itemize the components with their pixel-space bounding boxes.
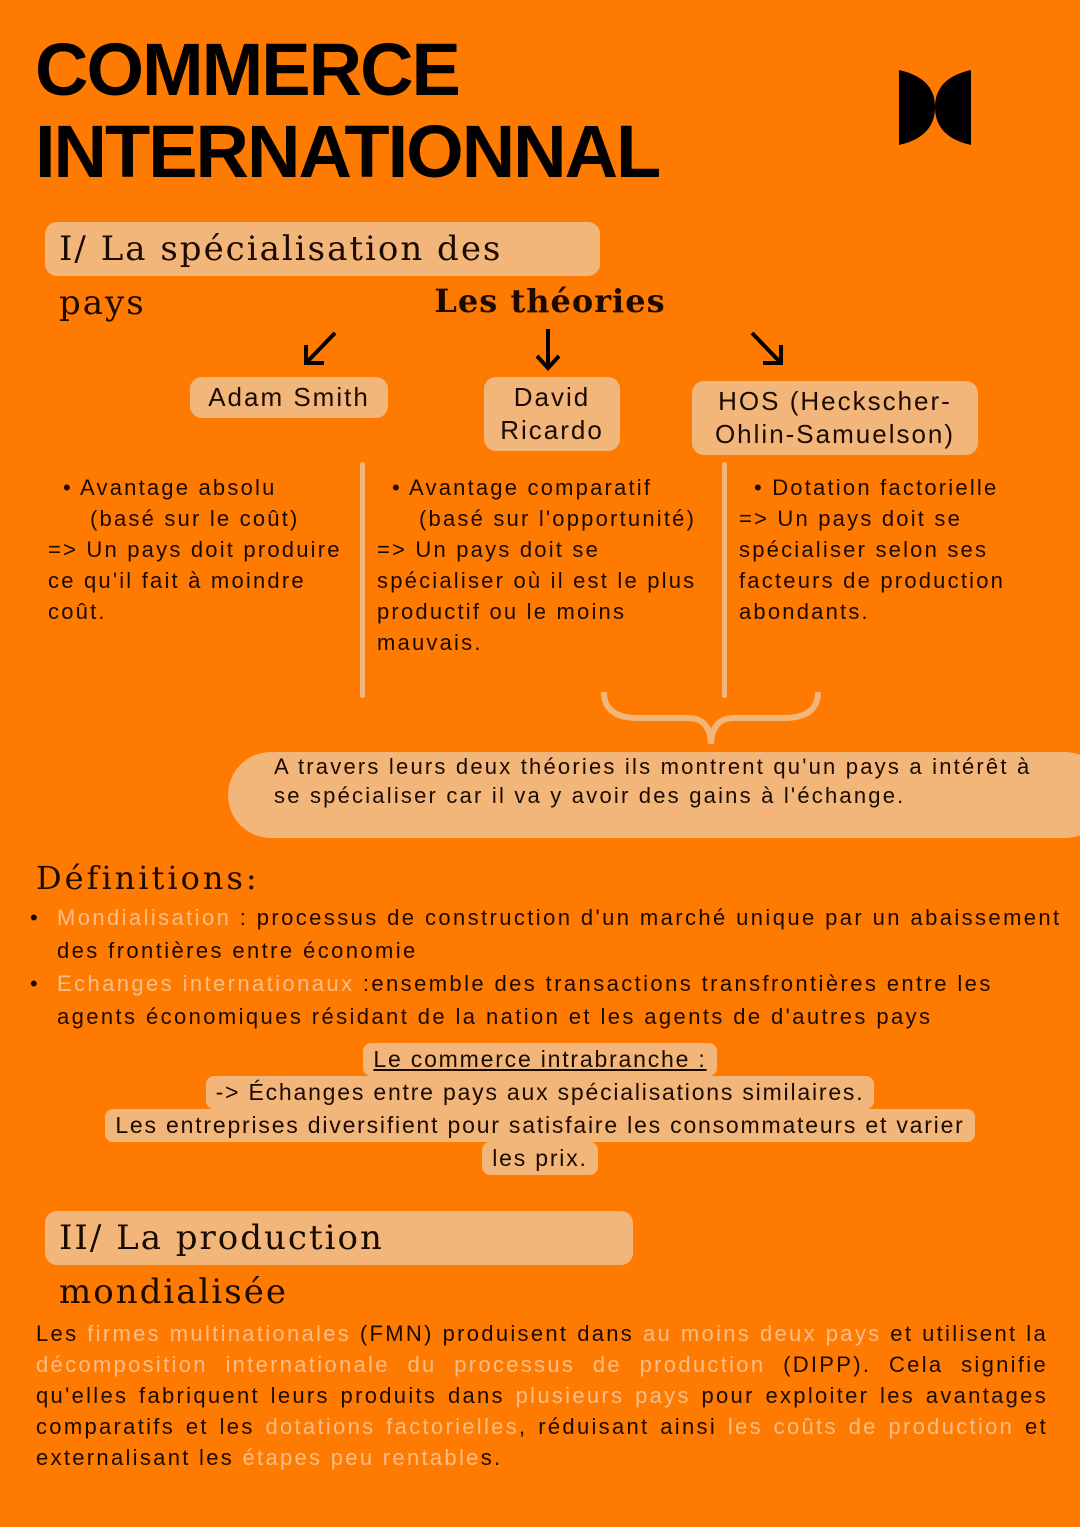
theory-text: => Un pays doit produire ce qu'il fait à moindre coût. [48, 537, 342, 624]
divider [360, 462, 365, 698]
title-line-2: INTERNATIONNAL [35, 110, 660, 193]
definition-term: Echanges internationaux [57, 971, 355, 996]
theory-text: => Un pays doit se spécialiser où il est le plus productif ou le moins mauvais. [377, 537, 697, 655]
definition-item [30, 967, 1070, 1033]
definitions-list [30, 901, 1070, 1033]
theory-david-ricardo: David Ricardo [484, 377, 620, 451]
text: et externalisant les [36, 1414, 1048, 1470]
arrow-down-icon [537, 329, 559, 368]
section-heading-1: I/ La spécialisation des pays [45, 222, 600, 276]
definition-term: Mondialisation [57, 905, 232, 930]
text: s. [480, 1445, 503, 1470]
section-heading-2: II/ La production mondialisée [45, 1211, 633, 1265]
bullet-title: Avantage comparatif [409, 475, 653, 500]
theory-col-1: • Avantage absolu (basé sur le coût) => Un pays doit produire ce qu'il fait à moindre coût. [48, 472, 353, 627]
logo-icon [897, 70, 973, 145]
arrow-down-left-icon [306, 333, 335, 363]
theory-col-2: • Avantage comparatif (basé sur l'opportunité) => Un pays doit se spécialiser où il est le plus productif ou le moins mauvais. [377, 472, 717, 658]
lower-content [0, 901, 1080, 1473]
theory-col-3: • Dotation factorielle => Un pays doit se spécialiser selon ses facteurs de production abondants. [739, 472, 1074, 627]
arrows [0, 325, 1080, 375]
highlight: décomposition internationale du processus de production [36, 1352, 766, 1377]
definitions-heading: Définitions: [36, 859, 260, 897]
text: Les [36, 1321, 88, 1346]
theories-heading: Les théories [434, 282, 666, 320]
text: pour exploiter les avantages comparatifs et les [36, 1383, 1049, 1439]
intrabranche-title: Le commerce intrabranche : [363, 1043, 716, 1076]
title-line-1: COMMERCE [35, 28, 459, 111]
text: (FMN) produisent dans [351, 1321, 643, 1346]
divider [722, 462, 727, 698]
conclusion-box [228, 752, 1080, 838]
bullet-sub: (basé sur le coût) [90, 506, 300, 531]
highlight: au moins deux pays [642, 1321, 882, 1346]
text: et utilisent la [881, 1321, 1048, 1346]
bullet-sub: (basé sur l'opportunité) [419, 506, 697, 531]
bullet-title: Dotation factorielle [772, 475, 999, 500]
brace-icon [598, 688, 824, 750]
arrow-down-right-icon [752, 333, 781, 363]
production-paragraph [36, 1318, 1048, 1473]
definition-item [30, 901, 1070, 967]
highlight: plusieurs pays [515, 1383, 691, 1408]
intrabranche-box [0, 1043, 1080, 1175]
bullet-title: Avantage absolu [80, 475, 277, 500]
highlight: les coûts de production [727, 1414, 1015, 1439]
theory-hos: HOS (Heckscher-Ohlin-Samuelson) [692, 381, 978, 455]
definition-text: : processus de construction d'un marché unique par un abaissement des frontières entre économie [57, 905, 1062, 963]
text: (DIPP). Cela signifie qu'elles fabriquent leurs produits dans [36, 1352, 1048, 1408]
intrabranche-line: -> Échanges entre pays aux spécialisations similaires. [206, 1076, 875, 1109]
text: , réduisant ainsi [519, 1414, 728, 1439]
intrabranche-line: Les entreprises diversifient pour satisfaire les consommateurs et varier [105, 1109, 974, 1142]
conclusion-text: A travers leurs deux théories ils montrent qu'un pays a intérêt à se spécialiser car il va y avoir des gains à l'échange. [274, 754, 1032, 808]
highlight: étapes peu rentable [242, 1445, 481, 1470]
highlight: firmes multinationales [87, 1321, 352, 1346]
highlight: dotations factorielles [265, 1414, 520, 1439]
theory-adam-smith: Adam Smith [190, 377, 388, 418]
theory-text: => Un pays doit se spécialiser selon ses facteurs de production abondants. [739, 506, 1006, 624]
definition-text: :ensemble des transactions transfrontières entre les agents économiques résidant de la nation et les agents de d'autres pays [57, 971, 993, 1029]
intrabranche-line: les prix. [482, 1142, 597, 1175]
